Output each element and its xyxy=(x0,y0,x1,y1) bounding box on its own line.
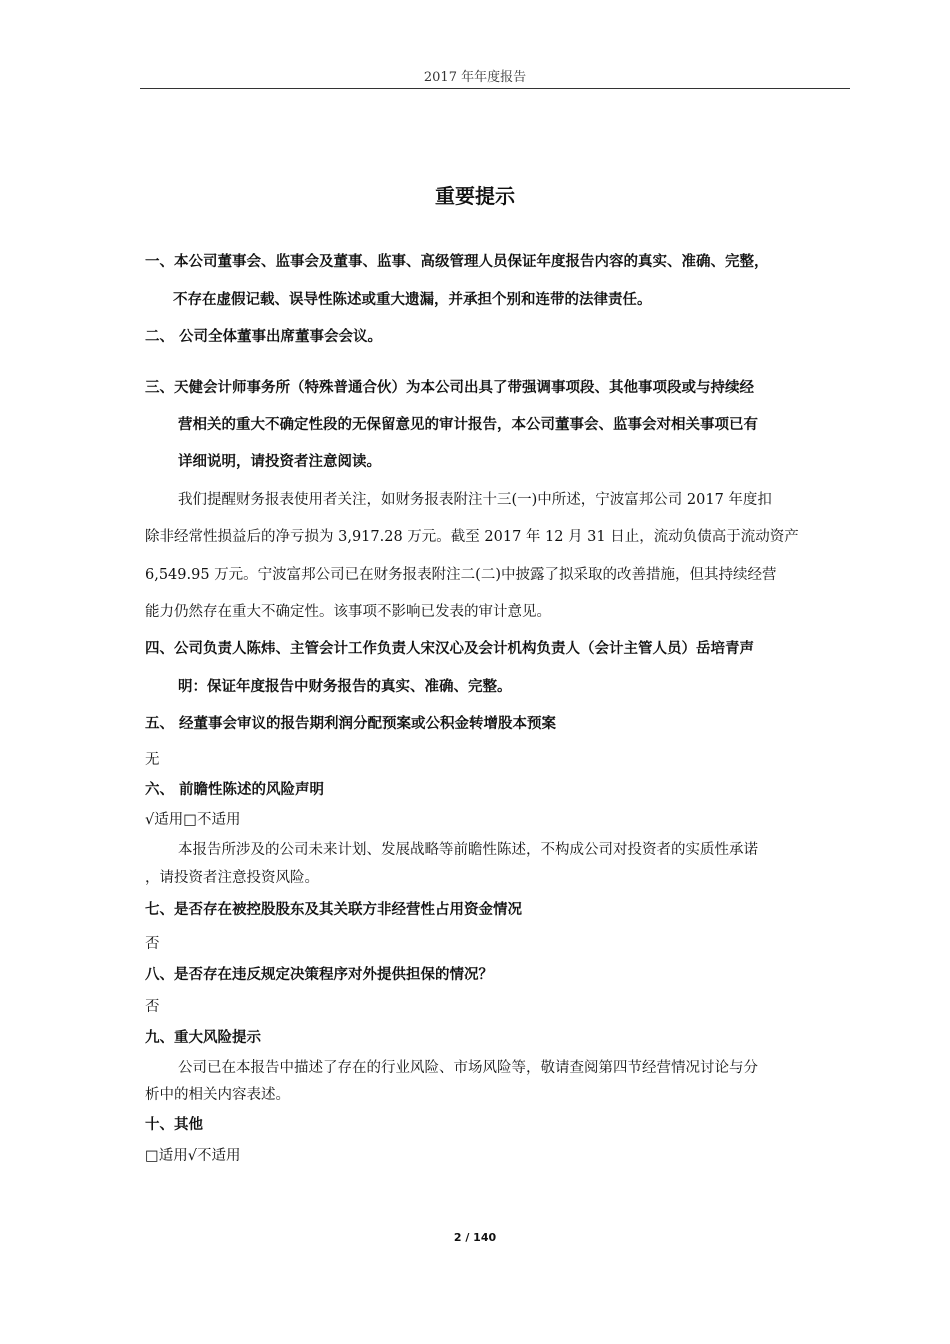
running-header: 2017 年年度报告 xyxy=(423,70,527,85)
item-9-heading: 九、重大风险提示 xyxy=(145,1030,261,1046)
item-5-value: 无 xyxy=(145,752,160,768)
item-1-line-2: 不存在虚假记载、误导性陈述或重大遗漏，并承担个别和连带的法律责任。 xyxy=(173,292,652,308)
item-6-heading: 六、 前瞻性陈述的风险声明 xyxy=(145,782,325,798)
item-2: 二、 公司全体董事出席董事会会议。 xyxy=(145,329,383,345)
item-6-applicable: √适用□不适用 xyxy=(145,812,241,828)
page-title: 重要提示 xyxy=(435,184,515,208)
item-4-line-2: 明：保证年度报告中财务报告的真实、准确、完整。 xyxy=(178,679,512,695)
item-6-paragraph-line: 本报告所涉及的公司未来计划、发展战略等前瞻性陈述，不构成公司对投资者的实质性承诺 xyxy=(178,842,758,858)
audit-paragraph-line: 能力仍然存在重大不确定性。该事项不影响已发表的审计意见。 xyxy=(145,604,551,620)
item-10-applicable: □适用√不适用 xyxy=(145,1148,241,1164)
item-8-value: 否 xyxy=(145,999,160,1015)
item-10-heading: 十、其他 xyxy=(145,1117,203,1133)
item-9-paragraph-line: 析中的相关内容表述。 xyxy=(145,1087,290,1103)
item-5-heading: 五、 经董事会审议的报告期利润分配预案或公积金转增股本预案 xyxy=(145,716,557,732)
audit-paragraph-line: 6,549.95 万元。宁波富邦公司已在财务报表附注二(二)中披露了拟采取的改善措施，但其持续经营 xyxy=(145,567,777,583)
item-7-heading: 七、是否存在被控股股东及其关联方非经营性占用资金情况 xyxy=(145,902,522,918)
item-3-line-3: 详细说明，请投资者注意阅读。 xyxy=(178,454,381,470)
header-divider xyxy=(140,88,850,89)
audit-paragraph-line: 我们提醒财务报表使用者关注，如财务报表附注十三(一)中所述，宁波富邦公司 2017 年度扣 xyxy=(178,492,772,508)
item-1-line-1: 一、本公司董事会、监事会及董事、监事、高级管理人员保证年度报告内容的真实、准确、完整， xyxy=(145,254,769,270)
item-3-line-1: 三、天健会计师事务所（特殊普通合伙）为本公司出具了带强调事项段、其他事项段或与持续经 xyxy=(145,380,754,396)
item-7-value: 否 xyxy=(145,936,160,952)
item-4-line-1: 四、公司负责人陈炜、主管会计工作负责人宋汉心及会计机构负责人（会计主管人员）岳培青声 xyxy=(145,641,754,657)
item-9-paragraph-line: 公司已在本报告中描述了存在的行业风险、市场风险等，敬请查阅第四节经营情况讨论与分 xyxy=(178,1060,758,1076)
item-3-line-2: 营相关的重大不确定性段的无保留意见的审计报告，本公司董事会、监事会对相关事项已有 xyxy=(178,417,758,433)
audit-paragraph-line: 除非经常性损益后的净亏损为 3,917.28 万元。截至 2017 年 12 月 31 日止，流动负债高于流动资产 xyxy=(145,529,799,545)
item-8-heading: 八、是否存在违反规定决策程序对外提供担保的情况？ xyxy=(145,967,493,983)
page-number: 2 / 140 xyxy=(453,1231,497,1244)
item-6-paragraph-line: ，请投资者注意投资风险。 xyxy=(145,870,319,886)
